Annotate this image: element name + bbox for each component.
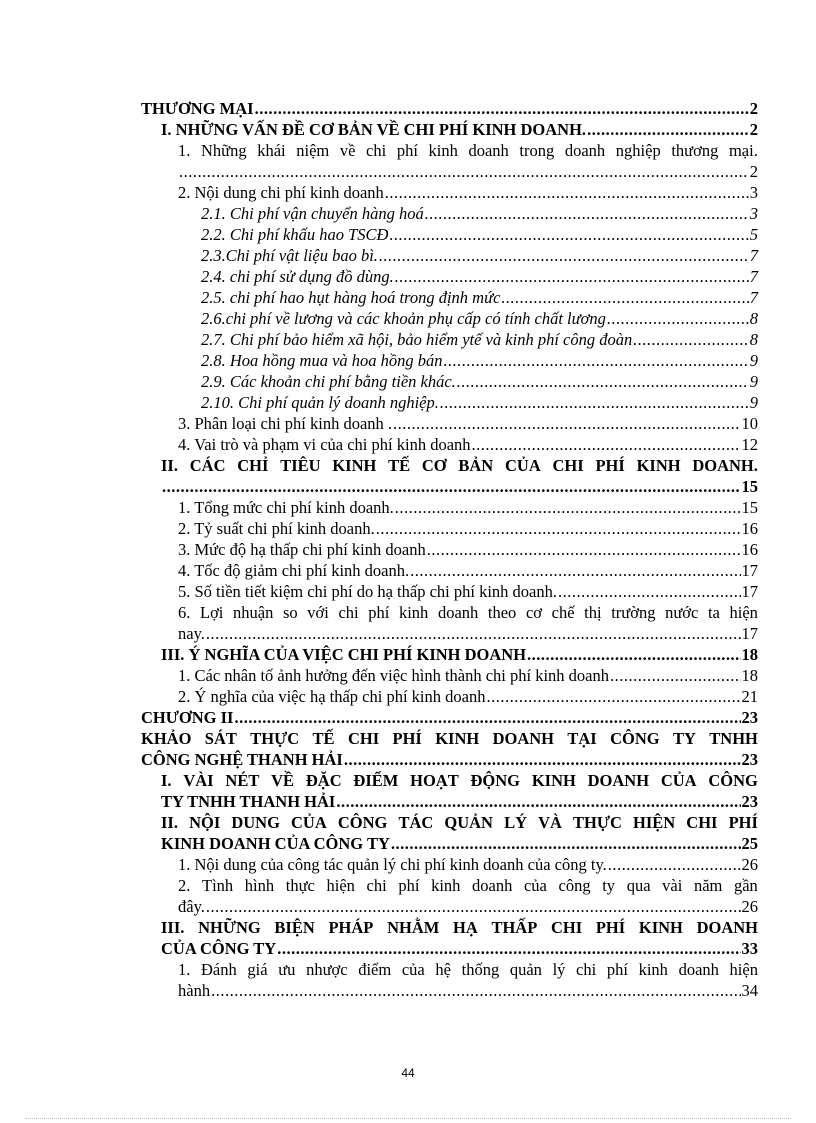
toc-entry-title-line	[141, 770, 758, 791]
toc-entry[interactable]	[141, 182, 758, 203]
toc-word: HẠ	[453, 918, 478, 937]
toc-word: quản	[509, 960, 542, 979]
toc-entry-title-line	[141, 602, 758, 623]
toc-entry-title-line	[141, 917, 758, 938]
toc-entry-continuation	[141, 161, 758, 182]
toc-dot-leader	[527, 644, 740, 665]
toc-entry-continuation	[141, 749, 758, 770]
toc-word: 1.	[178, 960, 191, 979]
toc-entry-continuation	[141, 980, 758, 1001]
toc-dot-leader	[457, 371, 749, 392]
toc-entry-title-rest: KINH DOANH CỦA CÔNG TY	[161, 834, 390, 853]
toc-word: III.	[161, 918, 185, 937]
toc-entry-continuation	[141, 833, 758, 854]
toc-entry-page: 8	[749, 330, 758, 349]
toc-entry-page: 23	[741, 708, 758, 727]
toc-word: NỘI	[189, 813, 221, 832]
toc-word: hình	[244, 876, 275, 895]
toc-entry[interactable]	[141, 518, 758, 539]
toc-entry-multiline[interactable]	[141, 959, 758, 1001]
toc-entry-multiline[interactable]	[141, 602, 758, 644]
page-number: 44	[401, 1066, 415, 1080]
toc-entry[interactable]	[141, 644, 758, 665]
toc-word: mại.	[728, 141, 758, 160]
toc-entry-title: 4. Vai trò và phạm vi của chi phí kinh doanh	[178, 435, 471, 454]
toc-word: DUNG	[231, 813, 280, 832]
toc-entry-title: 2.7. Chi phí bảo hiểm xã hội, bảo hiểm ytế và kinh phí công đoàn	[201, 330, 633, 349]
toc-word: lý	[552, 960, 566, 979]
toc-word: phí	[396, 141, 418, 160]
toc-word: DOANH	[492, 729, 555, 748]
toc-word: 2.	[178, 876, 191, 895]
toc-entry-continuation	[141, 623, 758, 644]
toc-dot-leader	[391, 833, 741, 854]
toc-word: điểm	[358, 960, 392, 979]
toc-word: khái	[257, 141, 286, 160]
toc-word: QUẢN	[444, 813, 493, 832]
toc-entry-title: I. NHỮNG VẤN ĐỀ CƠ BẢN VỀ CHI PHÍ KINH DOANH.	[161, 120, 587, 139]
toc-entry-page: 2	[749, 162, 758, 181]
toc-word: hiện	[729, 603, 758, 622]
toc-word: THỰC	[250, 729, 300, 748]
toc-entry-page: 2	[749, 99, 758, 118]
toc-entry[interactable]	[141, 707, 758, 728]
toc-dot-leader	[179, 161, 749, 182]
toc-entry[interactable]	[141, 350, 758, 371]
toc-entry[interactable]	[141, 539, 758, 560]
toc-entry-title: 3. Phân loại chi phí kinh doanh .	[178, 414, 393, 433]
toc-entry-page: 15	[741, 477, 758, 496]
toc-entry[interactable]	[141, 119, 758, 140]
toc-word: hiện	[326, 876, 355, 895]
toc-word: chi	[576, 960, 597, 979]
toc-word: TNHH	[709, 729, 758, 748]
toc-entry-title-rest: nay.	[178, 624, 205, 643]
toc-entry-page: 10	[741, 414, 758, 433]
toc-word: VỀ	[271, 771, 295, 790]
toc-word: Lợi	[200, 603, 224, 622]
toc-word: ĐẶC	[305, 771, 342, 790]
toc-word: DOANH.	[692, 456, 758, 475]
toc-entry-page: 16	[741, 519, 758, 538]
toc-word: KHẢO	[141, 729, 192, 748]
toc-word: ta	[707, 603, 720, 622]
toc-word: KINH	[638, 918, 683, 937]
toc-word: TÁC	[398, 813, 434, 832]
toc-word: CỦA	[660, 771, 697, 790]
toc-word: TẾ	[312, 729, 335, 748]
toc-word: DOANH	[696, 918, 758, 937]
toc-entry[interactable]	[141, 392, 758, 413]
toc-word: 1.	[178, 141, 191, 160]
toc-entry[interactable]	[141, 854, 758, 875]
toc-entry-continuation	[141, 476, 758, 497]
toc-word: chi	[366, 876, 387, 895]
toc-word: CÔNG	[708, 771, 758, 790]
toc-dot-leader	[410, 560, 740, 581]
toc-dot-leader	[610, 665, 741, 686]
toc-word: phí	[398, 876, 420, 895]
toc-entry-continuation	[141, 938, 758, 959]
toc-word: theo	[487, 603, 517, 622]
toc-word: LÝ	[504, 813, 527, 832]
toc-word: II.	[161, 456, 178, 475]
toc-word: doanh	[564, 141, 606, 160]
toc-dot-leader	[255, 98, 749, 119]
toc-word: với	[307, 603, 329, 622]
toc-word: ĐỘNG	[470, 771, 521, 790]
toc-word: kinh	[398, 603, 429, 622]
toc-entry-title-line	[141, 728, 758, 749]
toc-word: PHÍ	[728, 813, 758, 832]
toc-dot-leader	[206, 623, 741, 644]
toc-entry-page: 5	[749, 225, 758, 244]
toc-word: CHI	[552, 456, 584, 475]
toc-entry-title: 2.9. Các khoản chi phí bằng tiền khác.	[201, 372, 456, 391]
toc-entry-page: 23	[741, 792, 758, 811]
toc-word: kinh	[428, 141, 458, 160]
toc-entry-title-rest: CÔNG NGHỆ THANH HẢI	[141, 750, 343, 769]
toc-word: thị	[584, 603, 602, 622]
toc-word: TY	[672, 729, 696, 748]
toc-dot-leader	[389, 224, 748, 245]
toc-word: phí	[368, 603, 390, 622]
toc-word: PHÍ	[595, 918, 626, 937]
toc-entry-page: 2	[749, 120, 758, 139]
toc-entry-title: 1. Tổng mức chi phí kinh doanh.	[178, 498, 394, 517]
table-of-contents	[141, 98, 758, 1001]
toc-word: thương	[671, 141, 719, 160]
toc-word: KINH	[435, 729, 480, 748]
toc-word: CƠ	[421, 456, 447, 475]
toc-entry-title: CHƯƠNG II	[141, 708, 234, 727]
toc-word: II.	[161, 813, 178, 832]
toc-dot-leader	[277, 938, 740, 959]
toc-word: Những	[200, 141, 247, 160]
toc-word: NHỮNG	[198, 918, 261, 937]
toc-word: của	[401, 960, 425, 979]
toc-entry-page: 33	[741, 939, 758, 958]
toc-word: DOANH	[587, 771, 650, 790]
toc-entry[interactable]	[141, 434, 758, 455]
toc-entry-title: 2.2. Chi phí khấu hao TSCĐ	[201, 225, 389, 244]
toc-word: hệ	[435, 960, 451, 979]
toc-entry-title-rest: đây.	[178, 897, 205, 916]
page-bottom-border	[25, 1118, 791, 1119]
toc-word: CỦA	[505, 456, 541, 475]
toc-word: so	[282, 603, 298, 622]
toc-entry-multiline[interactable]	[141, 455, 758, 497]
toc-dot-leader	[376, 518, 741, 539]
toc-word: thực	[285, 876, 315, 895]
toc-entry[interactable]	[141, 665, 758, 686]
toc-word: CHỈ	[237, 456, 269, 475]
toc-word: nhược	[306, 960, 348, 979]
toc-word: CHI	[347, 729, 380, 748]
toc-dot-leader	[162, 476, 741, 497]
toc-word: ty	[602, 876, 616, 895]
toc-entry[interactable]	[141, 686, 758, 707]
toc-entry-page: 15	[741, 498, 758, 517]
toc-entry-page: 21	[741, 687, 758, 706]
toc-entry-page: 3	[749, 204, 758, 223]
toc-entry[interactable]	[141, 371, 758, 392]
toc-word: về	[339, 141, 356, 160]
toc-entry-page: 23	[741, 750, 758, 769]
toc-word: trong	[519, 141, 555, 160]
toc-entry-page: 16	[741, 540, 758, 559]
toc-word: của	[523, 876, 547, 895]
toc-entry-title-line	[141, 875, 758, 896]
toc-word: KINH	[636, 456, 681, 475]
toc-entry-title: 2. Ý nghĩa của việc hạ thấp chi phí kinh doanh	[178, 687, 486, 706]
toc-entry-page: 18	[741, 645, 758, 664]
toc-entry-title: 2.1. Chi phí vận chuyển hàng hoá	[201, 204, 424, 223]
toc-dot-leader	[558, 581, 741, 602]
toc-word: BIỆN	[274, 918, 315, 937]
toc-entry-page: 17	[741, 624, 758, 643]
toc-entry[interactable]	[141, 203, 758, 224]
toc-entry-page: 26	[741, 897, 758, 916]
toc-word: cơ	[525, 603, 542, 622]
toc-word: hiện	[729, 960, 758, 979]
toc-word: HOẠT	[410, 771, 459, 790]
toc-entry[interactable]	[141, 560, 758, 581]
toc-word: BẢN	[458, 456, 494, 475]
toc-dot-leader	[427, 539, 741, 560]
toc-entry-title-line	[141, 959, 758, 980]
toc-entry[interactable]	[141, 224, 758, 245]
toc-word: KINH	[332, 456, 377, 475]
toc-entry[interactable]	[141, 329, 758, 350]
toc-entry-continuation	[141, 896, 758, 917]
toc-entry-title: 2. Nội dung chi phí kinh doanh	[178, 183, 384, 202]
toc-entry[interactable]	[141, 266, 758, 287]
toc-dot-leader	[211, 980, 740, 1001]
toc-dot-leader	[395, 497, 741, 518]
toc-dot-leader	[395, 266, 749, 287]
toc-entry-page: 9	[749, 393, 758, 412]
toc-word: SÁT	[204, 729, 237, 748]
toc-word: doanh	[678, 960, 719, 979]
toc-word: phí	[606, 960, 628, 979]
toc-word: thống	[461, 960, 500, 979]
toc-entry-title: 1. Các nhân tố ảnh hưởng đến việc hình thành chi phí kinh doanh	[178, 666, 609, 685]
toc-word: HIỆN	[633, 813, 676, 832]
toc-entry[interactable]	[141, 413, 758, 434]
toc-word: Đánh	[201, 960, 237, 979]
toc-entry-multiline[interactable]	[141, 728, 758, 770]
toc-word: doanh	[437, 603, 479, 622]
toc-word: TẠI	[567, 729, 597, 748]
toc-entry-page: 7	[749, 288, 758, 307]
toc-dot-leader	[344, 749, 741, 770]
toc-word: TẾ	[388, 456, 411, 475]
toc-dot-leader	[633, 329, 749, 350]
toc-dot-leader	[393, 413, 740, 434]
toc-word: TIÊU	[280, 456, 321, 475]
toc-word: PHÁP	[328, 918, 374, 937]
toc-word: CHI	[686, 813, 718, 832]
toc-word: PHÍ	[392, 729, 422, 748]
toc-entry[interactable]	[141, 98, 758, 119]
toc-entry-title: 2.4. chi phí sử dụng đồ dùng.	[201, 267, 394, 286]
toc-entry-multiline[interactable]	[141, 140, 758, 182]
toc-dot-leader	[336, 791, 740, 812]
toc-entry[interactable]	[141, 245, 758, 266]
toc-entry-page: 9	[749, 351, 758, 370]
toc-entry-title-line	[141, 812, 758, 833]
toc-entry-title: THƯƠNG MẠI	[141, 99, 254, 118]
toc-entry-title: 2.6.chi phí về lương và các khoản phụ cấp có tính chất lương	[201, 309, 606, 328]
toc-entry-page: 9	[749, 372, 758, 391]
toc-entry-continuation	[141, 791, 758, 812]
toc-dot-leader	[206, 896, 741, 917]
toc-entry-page: 7	[749, 267, 758, 286]
toc-word: CÁC	[189, 456, 226, 475]
toc-word: ĐIỂM	[353, 771, 399, 790]
toc-entry-page: 25	[741, 834, 758, 853]
toc-entry-title-rest: hành	[178, 981, 211, 1000]
toc-word: chế	[551, 603, 575, 622]
toc-entry[interactable]	[141, 497, 758, 518]
toc-dot-leader	[234, 707, 740, 728]
toc-word: VÀI	[183, 771, 214, 790]
toc-word: THẤP	[491, 918, 538, 937]
toc-entry[interactable]	[141, 581, 758, 602]
toc-entry-title: 2.3.Chi phí vật liệu bao bì.	[201, 246, 378, 265]
toc-dot-leader	[444, 350, 749, 371]
toc-dot-leader	[379, 245, 749, 266]
toc-entry-page: 17	[741, 561, 758, 580]
toc-dot-leader	[587, 119, 749, 140]
toc-dot-leader	[425, 203, 749, 224]
toc-word: THỰC	[573, 813, 622, 832]
toc-word: CỦA	[291, 813, 327, 832]
toc-word: nghiệp	[615, 141, 661, 160]
toc-word: chi	[366, 141, 387, 160]
toc-entry-title-line	[141, 455, 758, 476]
toc-entry-title-rest: CỦA CÔNG TY	[161, 939, 277, 958]
toc-word: CÔNG	[337, 813, 388, 832]
toc-entry-multiline[interactable]	[141, 812, 758, 854]
toc-entry-title: III. Ý NGHĨA CỦA VIỆC CHI PHÍ KINH DOANH	[161, 645, 527, 664]
toc-entry-multiline[interactable]	[141, 770, 758, 812]
toc-word: 6.	[178, 603, 191, 622]
toc-word: PHÍ	[595, 456, 625, 475]
toc-word: doanh	[468, 141, 509, 160]
toc-entry-page: 17	[741, 582, 758, 601]
toc-word: năm	[693, 876, 723, 895]
toc-word: niệm	[296, 141, 330, 160]
toc-word: CHI	[550, 918, 583, 937]
toc-entry-title-line	[141, 140, 758, 161]
toc-entry-title: 2.8. Hoa hồng mua và hoa hồng bán	[201, 351, 443, 370]
toc-word: trường	[611, 603, 656, 622]
toc-dot-leader	[472, 434, 741, 455]
toc-entry-multiline[interactable]	[141, 917, 758, 959]
toc-word: VÀ	[538, 813, 562, 832]
toc-word: I.	[161, 771, 172, 790]
toc-entry-page: 26	[741, 855, 758, 874]
toc-word: giá	[247, 960, 268, 979]
toc-entry-title: 5. Số tiền tiết kiệm chi phí do hạ thấp chi phí kinh doanh.	[178, 582, 557, 601]
toc-word: ưu	[278, 960, 296, 979]
toc-word: doanh	[472, 876, 513, 895]
toc-entry-title: 4. Tốc độ giảm chi phí kinh doanh.	[178, 561, 410, 580]
toc-entry-page: 34	[741, 981, 758, 1000]
toc-dot-leader	[486, 686, 740, 707]
toc-dot-leader	[501, 287, 748, 308]
toc-word: nhuận	[233, 603, 274, 622]
toc-entry-page: 3	[749, 183, 758, 202]
toc-entry-title-rest: TY TNHH THANH HẢI	[161, 792, 336, 811]
toc-dot-leader	[608, 854, 741, 875]
toc-entry-title: 2.5. chi phí hao hụt hàng hoá trong định mức	[201, 288, 501, 307]
toc-word: NÉT	[225, 771, 260, 790]
toc-word: kinh	[431, 876, 461, 895]
toc-dot-leader	[440, 392, 749, 413]
toc-word: chi	[338, 603, 359, 622]
toc-entry[interactable]	[141, 287, 758, 308]
toc-entry-page: 12	[741, 435, 758, 454]
toc-word: nước	[665, 603, 699, 622]
toc-word: công	[558, 876, 591, 895]
toc-entry-page: 7	[749, 246, 758, 265]
toc-word: kinh	[638, 960, 668, 979]
toc-entry-multiline[interactable]	[141, 875, 758, 917]
toc-word: KINH	[531, 771, 576, 790]
toc-word: NHẰM	[387, 918, 440, 937]
toc-entry-page: 8	[749, 309, 758, 328]
toc-entry-title: 2.10. Chi phí quản lý doanh nghiệp.	[201, 393, 439, 412]
toc-word: qua	[626, 876, 651, 895]
toc-word: CÔNG	[610, 729, 660, 748]
toc-word: gần	[733, 876, 758, 895]
toc-dot-leader	[385, 182, 749, 203]
toc-entry[interactable]	[141, 308, 758, 329]
toc-entry-title: 2. Tỷ suất chi phí kinh doanh.	[178, 519, 375, 538]
toc-dot-leader	[607, 308, 749, 329]
toc-entry-page: 18	[741, 666, 758, 685]
toc-entry-title: 1. Nội dung của công tác quản lý chi phí kinh doanh của công ty.	[178, 855, 607, 874]
toc-word: vài	[662, 876, 683, 895]
toc-entry-title: 3. Mức độ hạ thấp chi phí kinh doanh	[178, 540, 426, 559]
toc-word: Tình	[202, 876, 234, 895]
